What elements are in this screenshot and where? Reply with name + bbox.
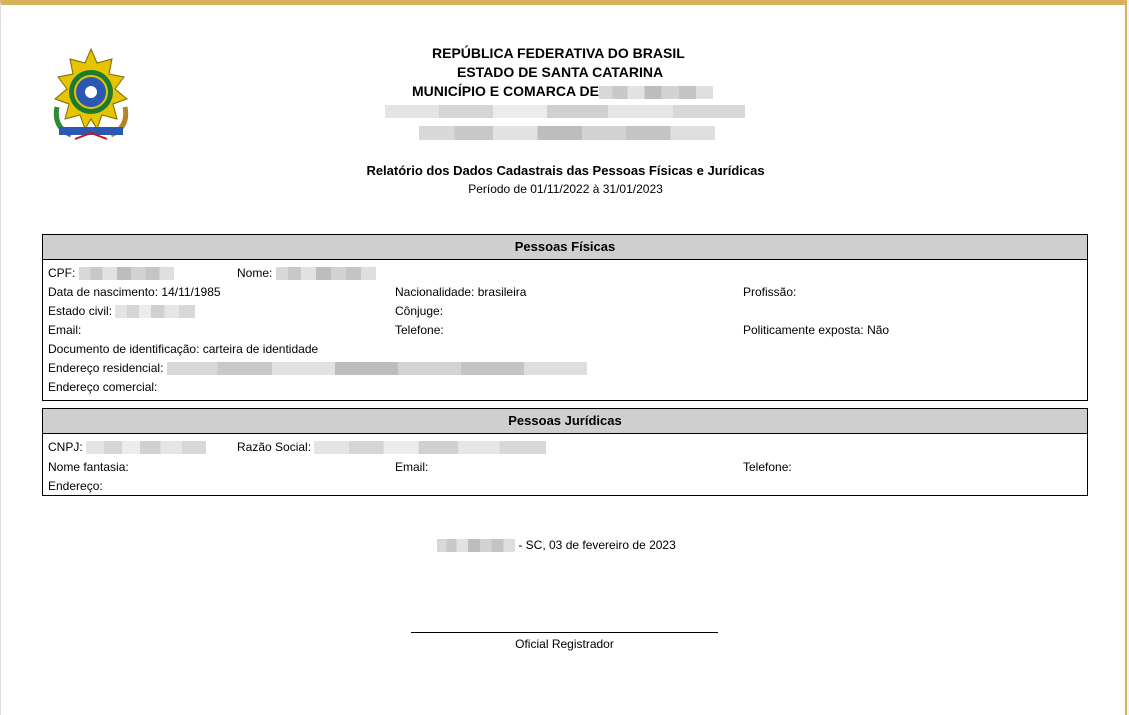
cnpj-field <box>48 440 206 454</box>
pessoas-fisicas-title: Pessoas Físicas <box>43 235 1087 260</box>
razao-social-label: Razão Social: <box>237 440 312 454</box>
header-municipio-label: MUNICÍPIO E COMARCA DE <box>412 83 599 99</box>
razao-social-field <box>237 440 546 454</box>
cpf-label: CPF: <box>48 266 76 280</box>
nome-fantasia-field: Nome fantasia: <box>48 460 129 474</box>
pessoas-juridicas-title: Pessoas Jurídicas <box>43 409 1087 434</box>
telefone-field: Telefone: <box>395 323 444 337</box>
nome-label: Nome: <box>237 266 273 280</box>
pessoas-fisicas-section <box>42 234 1088 401</box>
redacted-estado-civil <box>115 305 195 318</box>
estado-civil-field <box>48 304 195 318</box>
email-field: Email: <box>48 323 82 337</box>
signature-line <box>411 632 718 633</box>
coat-of-arms-icon <box>45 47 137 143</box>
header-estado: ESTADO DE SANTA CATARINA <box>457 64 664 80</box>
signature-label: Oficial Registrador <box>515 637 614 651</box>
redacted-city <box>437 539 515 552</box>
estado-civil-label: Estado civil: <box>48 304 113 318</box>
cpf-field <box>48 266 174 280</box>
header-municipio <box>412 83 713 99</box>
pj-telefone-field: Telefone: <box>743 460 792 474</box>
redacted-cpf <box>79 267 174 280</box>
report-period: Período de 01/11/2022 à 31/01/2023 <box>468 182 663 196</box>
report-title: Relatório dos Dados Cadastrais das Pessoas Físicas e Jurídicas <box>366 163 765 178</box>
redacted-municipio <box>599 86 713 99</box>
conjuge-field: Cônjuge: <box>395 304 444 318</box>
place-date-text: - SC, 03 de fevereiro de 2023 <box>518 538 676 552</box>
endereco-comercial-field: Endereço comercial: <box>48 380 158 394</box>
documento-field: Documento de identificação: carteira de identidade <box>48 342 319 356</box>
pj-email-field: Email: <box>395 460 429 474</box>
nascimento-field: Data de nascimento: 14/11/1985 <box>48 285 221 299</box>
nome-field <box>237 266 376 280</box>
nacionalidade-field: Nacionalidade: brasileira <box>395 285 527 299</box>
politicamente-exposta-field: Politicamente exposta: Não <box>743 323 890 337</box>
endereco-residencial-field <box>48 361 587 375</box>
redacted-razao-social <box>314 441 546 454</box>
redacted-address-line-1 <box>385 105 745 118</box>
redacted-nome <box>276 267 376 280</box>
endereco-residencial-label: Endereço residencial: <box>48 361 164 375</box>
place-date <box>437 538 676 552</box>
header-republica: REPÚBLICA FEDERATIVA DO BRASIL <box>432 45 685 61</box>
pessoas-juridicas-section <box>42 408 1088 496</box>
redacted-endereco-residencial <box>167 362 587 375</box>
profissao-field: Profissão: <box>743 285 797 299</box>
cnpj-label: CNPJ: <box>48 440 83 454</box>
redacted-address-line-2 <box>419 126 715 140</box>
pj-endereco-field: Endereço: <box>48 479 103 493</box>
redacted-cnpj <box>86 441 206 454</box>
